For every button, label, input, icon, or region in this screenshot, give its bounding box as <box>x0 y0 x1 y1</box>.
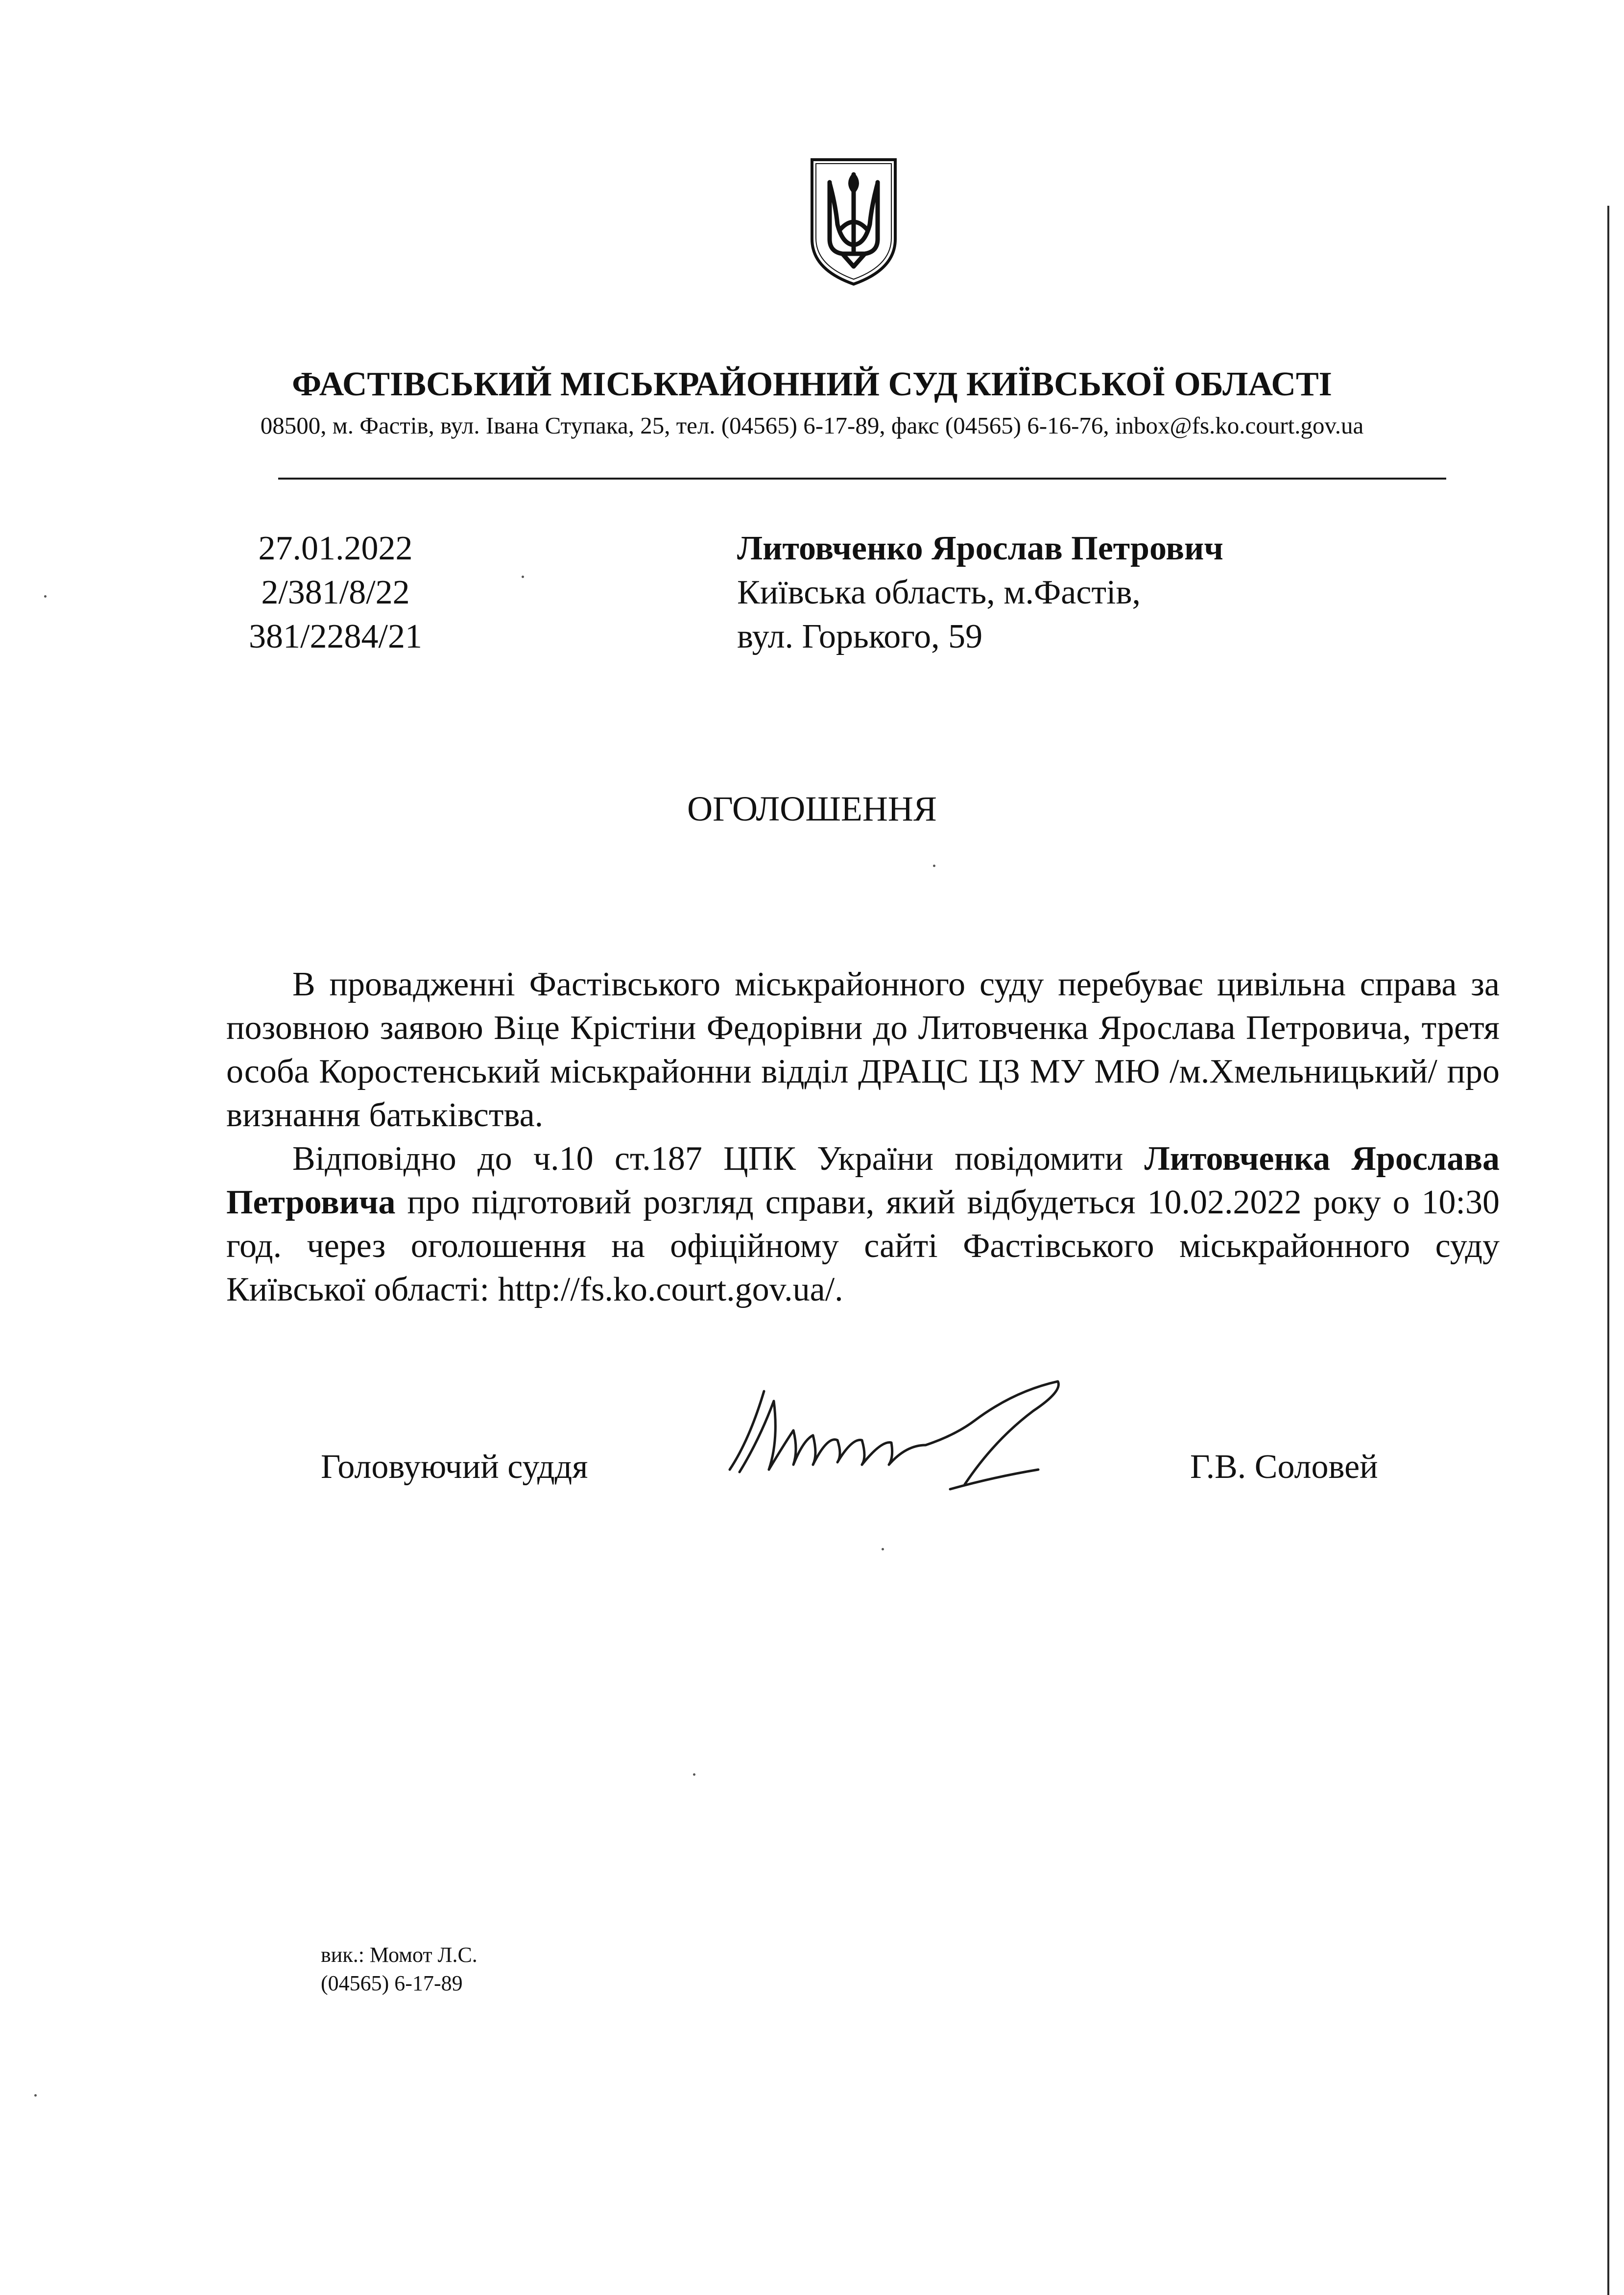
reference-block <box>230 527 441 659</box>
case-number: 381/2284/21 <box>249 618 422 655</box>
addressee-name: Литовченко Ярослав Петрович <box>737 530 1223 567</box>
body-paragraph-2-bold-name: Литовченка Ярослава Петровича <box>226 1140 1500 1221</box>
executor-name: вик.: Момот Л.С. <box>321 1943 478 1967</box>
scan-edge-line <box>1607 206 1609 2295</box>
addressee-address-line1: Київська область, м.Фастів, <box>737 574 1141 611</box>
body-paragraph-2-part1: Відповідно до ч.10 ст.187 ЦПК України повідомити <box>292 1140 1145 1178</box>
tryzub-coat-of-arms-icon <box>808 156 899 288</box>
court-address: 08500, м. Фастів, вул. Івана Ступака, 25, тел. (04565) 6-17-89, факс (04565) 6-16-76, inbox@fs.ko.court.gov.ua <box>260 412 1364 439</box>
body-paragraph-2 <box>226 1137 1500 1311</box>
signatory-name: Г.В. Соловей <box>1190 1448 1378 1486</box>
handwritten-signature-icon <box>720 1372 1073 1499</box>
executor-block <box>321 1941 478 1998</box>
scan-speck <box>522 576 524 578</box>
scan-speck <box>34 2094 37 2097</box>
court-name: ФАСТІВСЬКИЙ МІСЬКРАЙОННИЙ СУД КИЇВСЬКОЇ ОБЛАСТІ <box>292 365 1332 403</box>
announcement-body <box>226 963 1500 1311</box>
document-date: 27.01.2022 <box>258 530 413 567</box>
body-paragraph-2-part2: про підготовий розгляд справи, який відбудеться 10.02.2022 року о 10:30 год. через оголошення на офіційному сайті Фастівського міськрайонного суду Київської області: http://fs.ko.court.gov.ua/. <box>226 1184 1500 1308</box>
executor-phone: (04565) 6-17-89 <box>321 1971 463 1995</box>
addressee-block <box>737 527 1423 659</box>
body-paragraph-1: В провадженні Фастівського міськрайонного суду перебуває цивільна справа за позовною заявою Віце Крістіни Федорівни до Литовченка Ярослава Петровича, третя особа Коростенський міськрайонни відділ ДРАЦС ЦЗ МУ МЮ /м.Хмельницький/ про визнання батьківства. <box>226 966 1500 1134</box>
outgoing-number: 2/381/8/22 <box>261 574 410 611</box>
header-divider <box>278 478 1446 480</box>
addressee-address-line2: вул. Горького, 59 <box>737 618 983 655</box>
scan-speck <box>933 865 935 867</box>
scan-speck <box>693 1773 695 1776</box>
scan-speck <box>882 1548 884 1550</box>
scan-speck <box>44 595 47 598</box>
signatory-role: Головуючий суддя <box>321 1448 588 1486</box>
document-title: ОГОЛОШЕННЯ <box>687 789 937 828</box>
